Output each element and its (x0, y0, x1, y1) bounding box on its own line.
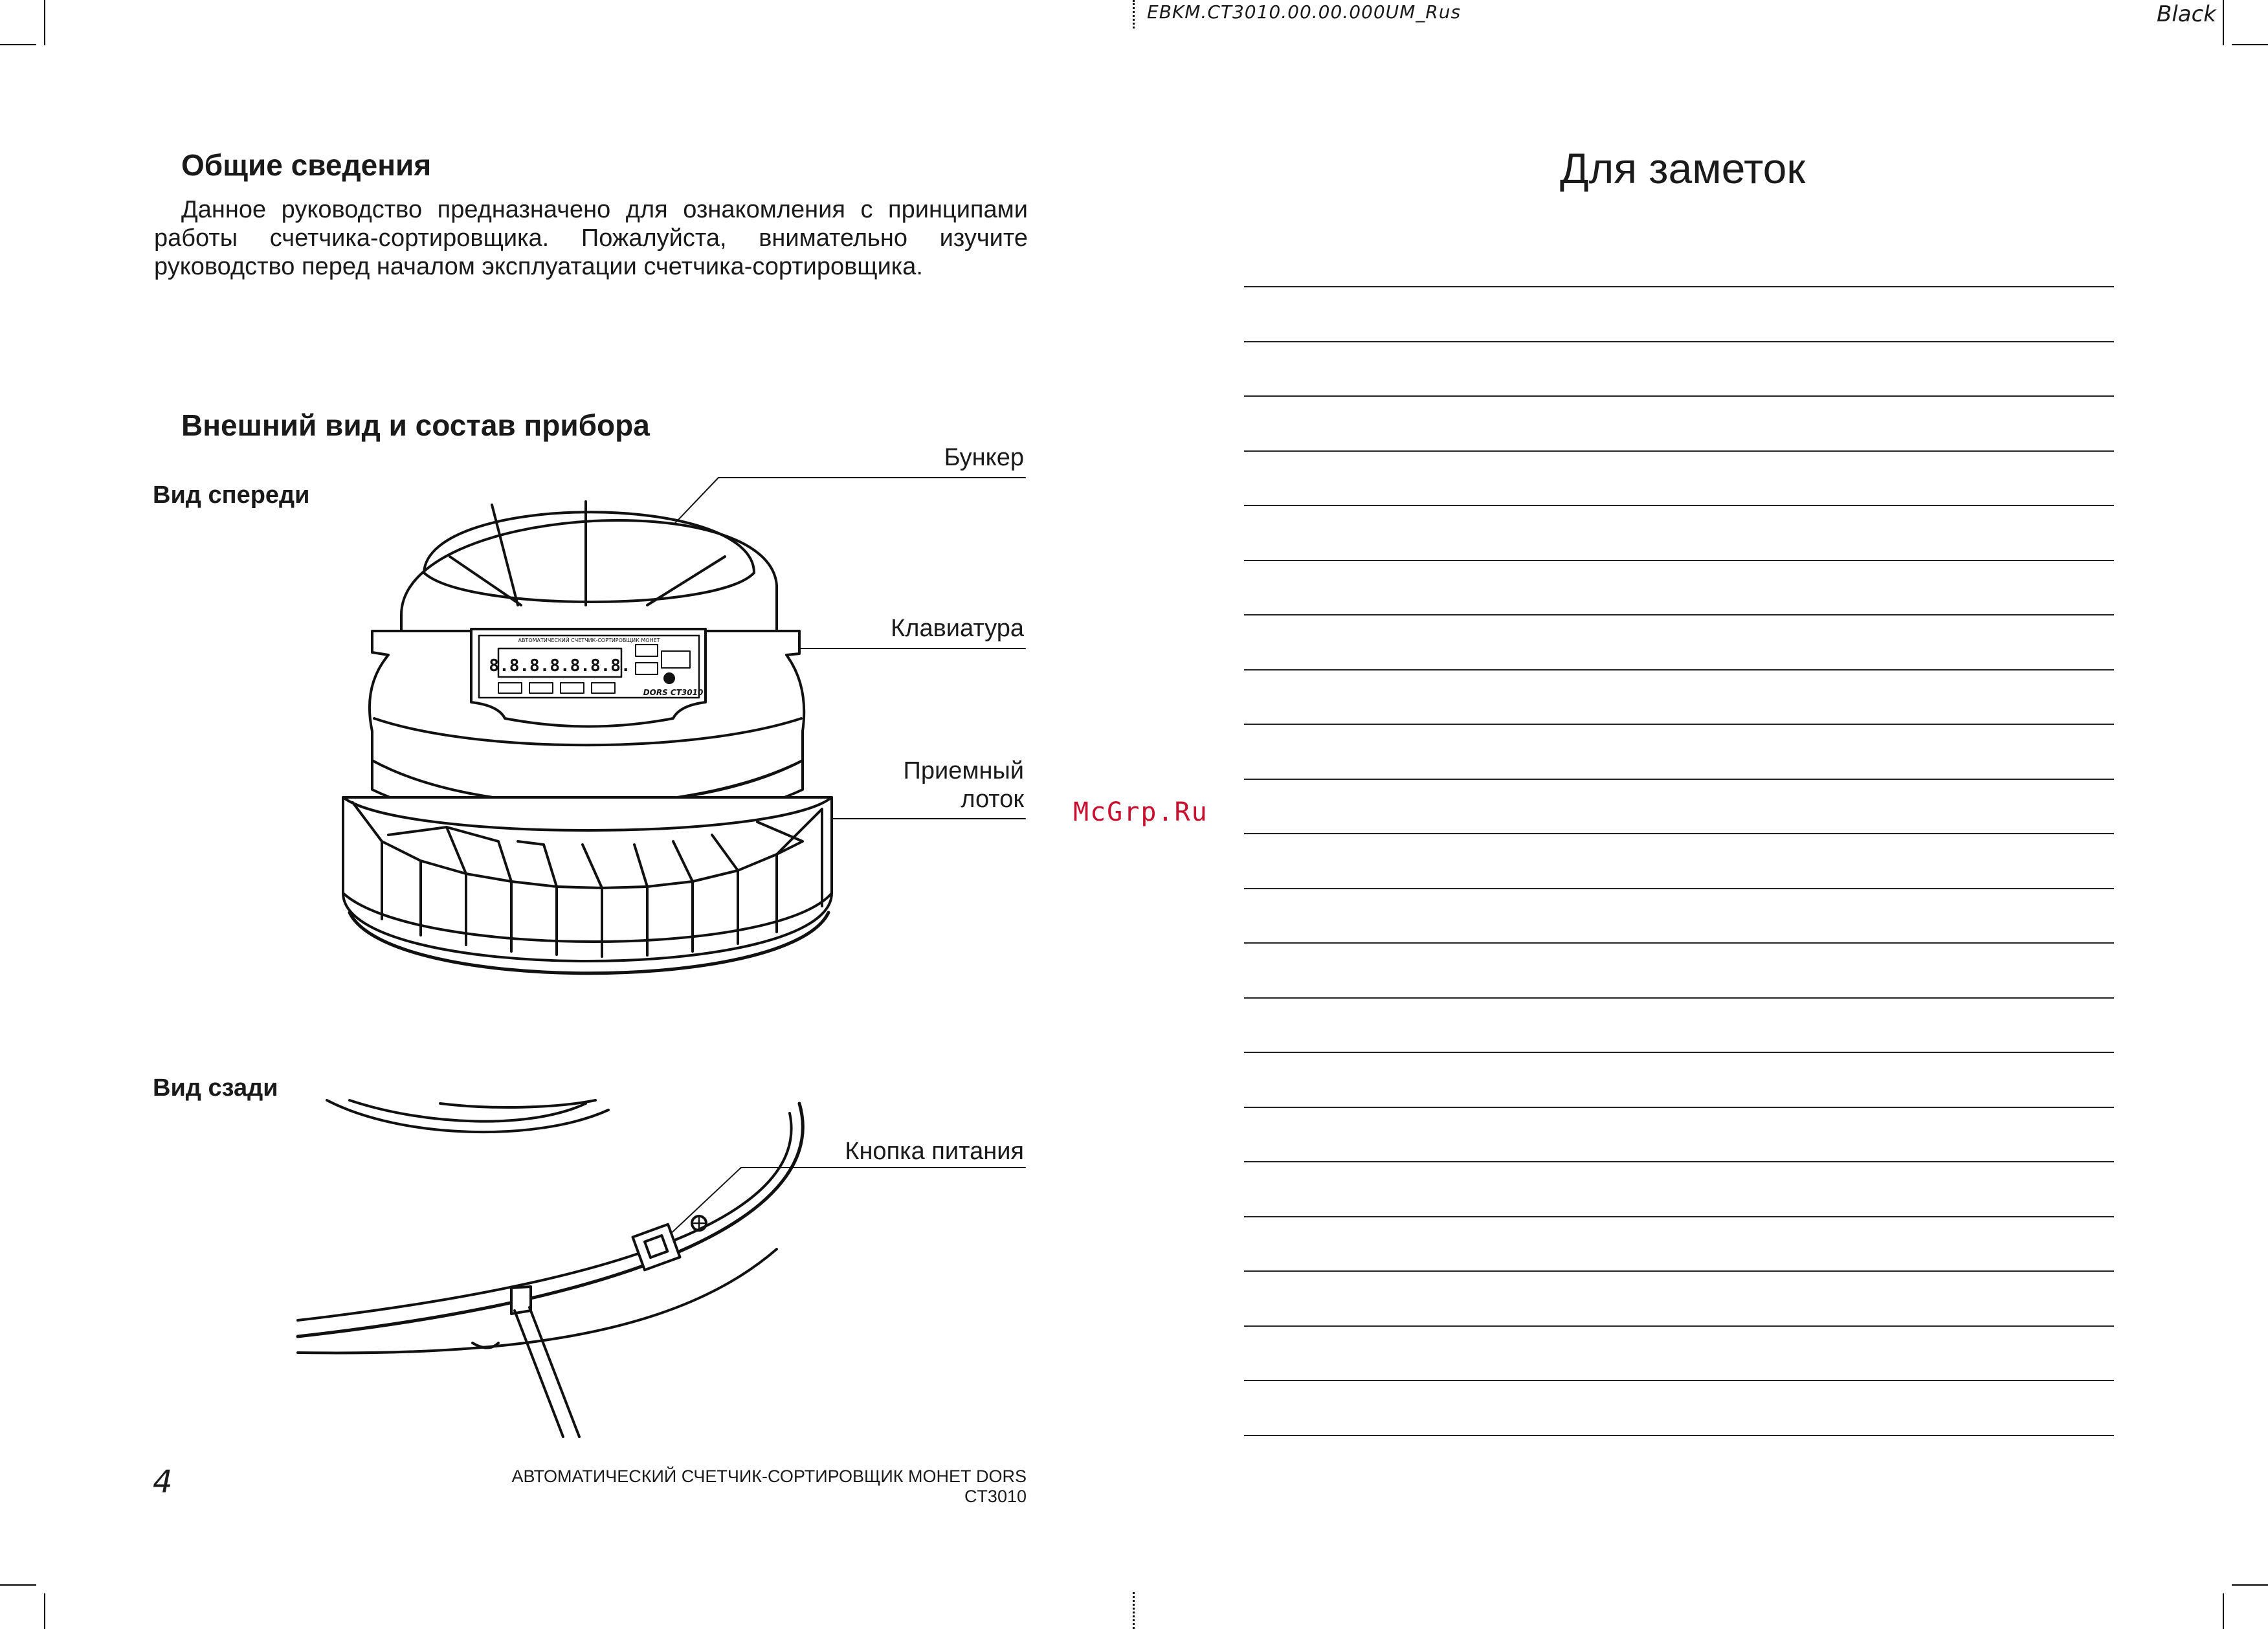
rear-view-label: Вид сзади (153, 1074, 278, 1102)
note-line (1244, 669, 2114, 670)
note-line (1244, 997, 2114, 999)
note-line (1244, 1161, 2114, 1162)
color-plate-label: Black (2157, 1, 2216, 27)
note-line (1244, 286, 2114, 287)
note-line (1244, 1380, 2114, 1381)
notes-title: Для заметок (1560, 144, 1806, 192)
footer-title: АВТОМАТИЧЕСКИЙ СЧЕТЧИК-СОРТИРОВЩИК МОНЕТ DORS CT3010 (511, 1467, 1027, 1506)
page-number: 4 (153, 1464, 173, 1500)
note-line (1244, 724, 2114, 725)
label-hopper: Бункер (944, 444, 1024, 471)
note-line (1244, 1216, 2114, 1217)
note-line (1244, 779, 2114, 780)
label-power-button: Кнопка питания (845, 1138, 1024, 1165)
watermark: McGrp.Ru (1073, 797, 1208, 827)
note-line (1244, 450, 2114, 452)
panel-display: 8.8.8.8.8.8.8. (489, 656, 631, 676)
note-line (1244, 341, 2114, 342)
section-title-appearance: Внешний вид и состав прибора (181, 408, 650, 442)
note-line (1244, 505, 2114, 506)
note-line (1244, 614, 2114, 615)
front-view-label: Вид спереди (153, 482, 310, 509)
note-line (1244, 1325, 2114, 1327)
note-line (1244, 888, 2114, 889)
label-keypad: Клавиатура (891, 615, 1024, 642)
document-code: EBKM.CT3010.00.00.000UM_Rus (1147, 1, 1462, 23)
note-line (1244, 395, 2114, 397)
section-title-general: Общие сведения (181, 148, 432, 182)
panel-caption: АВТОМАТИЧЕСКИЙ СЧЕТЧИК-СОРТИРОВЩИК МОНЕТ (518, 637, 660, 643)
panel-brand: DORS CT3010 (643, 688, 704, 697)
label-tray-line1: Приемный (903, 757, 1024, 784)
note-line (1244, 833, 2114, 834)
note-line (1244, 942, 2114, 944)
label-tray-line2: лоток (961, 786, 1024, 813)
note-line (1244, 1052, 2114, 1053)
intro-paragraph: Данное руководство предназначено для ознакомления с принципами работы счетчика-сортировщика. Пожалуйста, внимательно изучите руководство перед началом эксплуатации счетчика-сортировщика. (154, 196, 1028, 280)
note-line (1244, 560, 2114, 561)
note-line (1244, 1107, 2114, 1108)
note-line (1244, 1270, 2114, 1272)
note-line (1244, 1435, 2114, 1436)
